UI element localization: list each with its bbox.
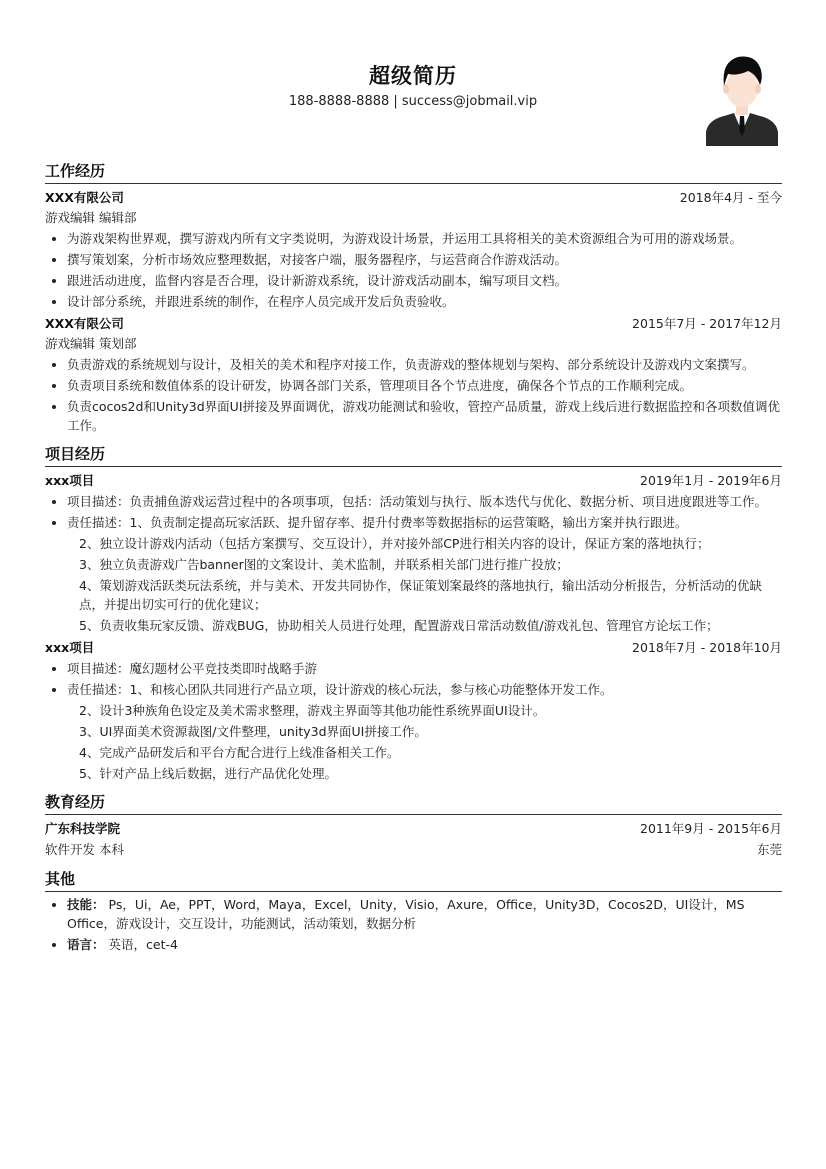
job-role: 游戏编辑 编辑部 xyxy=(45,210,137,225)
work-entry-2 xyxy=(45,313,782,435)
date-range: 2018年7月 - 2018年10月 xyxy=(632,640,782,655)
resume-name: 超级简历 xyxy=(369,64,457,88)
resume-content xyxy=(45,152,782,956)
project-detail-list xyxy=(45,492,782,532)
skills-value: Ps，Ui，Ae，PPT，Word，Maya，Excel，Unity，Visio，Axure，Office，Unity3D，Cocos2D，UI设计，MS Office，游戏设计，交互设计，功能测试，活动策划，数据分析 xyxy=(67,897,745,931)
language-value: 英语，cet-4 xyxy=(108,937,178,952)
project-entry-2 xyxy=(45,637,782,783)
duty-list xyxy=(45,355,782,435)
job-role: 游戏编辑 策划部 xyxy=(45,336,137,351)
skills-item xyxy=(67,895,782,933)
duty-item: • 为游戏架构世界观，撰写游戏内所有文字类说明，为游戏设计场景，并运用工具将相关的美术资源组合为可用的游戏场景。 xyxy=(67,229,782,248)
project-description: • 项目描述：魔幻题材公平竞技类即时战略手游 xyxy=(67,659,782,678)
duty-list xyxy=(45,229,782,311)
skills-label: 技能： xyxy=(67,897,105,912)
duty-item: • 设计部分系统，并跟进系统的制作，在程序人员完成开发后负责验收。 xyxy=(67,292,782,311)
duty-item: • 负责项目系统和数值体系的设计研发，协调各部门关系，管理项目各个节点进度，确保各个节点的工作顺利完成。 xyxy=(67,376,782,395)
language-label: 语言： xyxy=(67,937,105,952)
section-title-projects: 项目经历 xyxy=(45,445,782,467)
company-name: XXX有限公司 xyxy=(45,316,124,331)
person-avatar-icon xyxy=(704,52,780,146)
section-title-education: 教育经历 xyxy=(45,793,782,815)
duty-item: • 负责游戏的系统规划与设计，及相关的美术和程序对接工作，负责游戏的整体规划与架构、部分系统设计及游戏内文案撰写。 xyxy=(67,355,782,374)
school-name: 广东科技学院 xyxy=(45,821,121,836)
work-entry-1 xyxy=(45,187,782,311)
responsibility-line: 4、策划游戏活跃类玩法系统，并与美术、开发共同协作，保证策划案最终的落地执行，输出活动分析报告，分析活动的优缺点，并提出切实可行的优化建议； xyxy=(79,578,762,612)
section-title-other: 其他 xyxy=(45,870,782,892)
responsibility-line: 4、完成产品研发后和平台方配合进行上线准备相关工作。 xyxy=(79,745,400,760)
responsibility-line: 2、独立设计游戏内活动（包括方案撰写、交互设计），并对接外部CP进行相关内容的设计，保证方案的落地执行； xyxy=(79,536,710,551)
other-list xyxy=(45,895,782,954)
project-responsibility: • 责任描述：1、负责制定提高玩家活跃、提升留存率、提升付费率等数据指标的运营策略，输出方案并执行跟进。 xyxy=(67,513,782,532)
major-degree: 软件开发 本科 xyxy=(45,842,124,857)
project-name: xxx项目 xyxy=(45,473,95,488)
duty-item: • 负责cocos2d和Unity3d界面UI拼接及界面调优，游戏功能测试和验收，管控产品质量，游戏上线后进行数据监控和各项数值调优工作。 xyxy=(67,397,782,435)
date-range: 2015年7月 - 2017年12月 xyxy=(632,316,782,331)
responsibility-line: 3、独立负责游戏广告banner图的文案设计、美术监制，并联系相关部门进行推广投放； xyxy=(79,557,569,572)
responsibility-line: 5、负责收集玩家反馈、游戏BUG，协助相关人员进行处理，配置游戏日常活动数值/游戏礼包、管理官方论坛工作； xyxy=(79,618,719,633)
project-entry-1 xyxy=(45,470,782,635)
project-description: • 项目描述：负责捕鱼游戏运营过程中的各项事项，包括：活动策划与执行、版本迭代与优化、数据分析、项目进度跟进等工作。 xyxy=(67,492,782,511)
responsibility-line: 2、设计3种族角色设定及美术需求整理，游戏主界面等其他功能性系统界面UI设计。 xyxy=(79,703,546,718)
school-location: 东莞 xyxy=(756,842,782,857)
duty-item: • 跟进活动进度，监督内容是否合理，设计新游戏系统，设计游戏活动副本，编写项目文档。 xyxy=(67,271,782,290)
duty-item: • 撰写策划案，分析市场效应整理数据，对接客户端，服务器程序，与运营商合作游戏活动。 xyxy=(67,250,782,269)
contact-info: 188-8888-8888 | success@jobmail.vip xyxy=(288,94,538,109)
date-range: 2011年9月 - 2015年6月 xyxy=(640,821,782,836)
project-responsibility: • 责任描述：1、和核心团队共同进行产品立项，设计游戏的核心玩法，参与核心功能整体开发工作。 xyxy=(67,680,782,699)
project-detail-list xyxy=(45,659,782,699)
date-range: 2019年1月 - 2019年6月 xyxy=(640,473,782,488)
responsibility-line: 5、针对产品上线后数据，进行产品优化处理。 xyxy=(79,766,337,781)
language-item xyxy=(67,935,782,954)
responsibility-line: 3、UI界面美术资源裁图/文件整理，unity3d界面UI拼接工作。 xyxy=(79,724,427,739)
education-entry xyxy=(45,818,782,860)
project-name: xxx项目 xyxy=(45,640,95,655)
company-name: XXX有限公司 xyxy=(45,190,124,205)
section-title-work: 工作经历 xyxy=(45,162,782,184)
date-range: 2018年4月 - 至今 xyxy=(679,190,782,205)
